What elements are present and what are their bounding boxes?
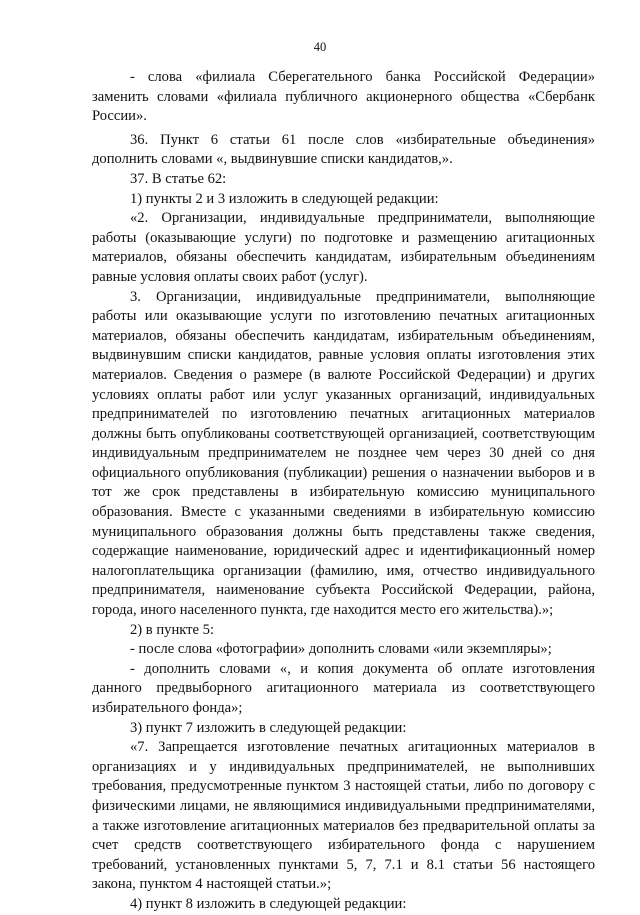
- paragraph: 1) пункты 2 и 3 изложить в следующей редакции:: [130, 190, 439, 207]
- paragraph: 3. Организации, индивидуальные предприниматели, выполняющие работы или оказывающие услуги по изготовлению печатных агитационных материалов, обязаны обеспечить кандидатам, избирательным объединениям, выдвинувшим списки кандидатов, равные условия оплаты изготовления этих материалов. Сведения о размере (в валюте Российской Федерации) и других условиях оплаты работ или услуг указанных организаций, индивидуальных предпринимателей по изготовлению печатных агитационных материалов должны быть опубликованы соответствующей организацией, соответствующим индивидуальным предпринимателем не позднее чем через 30 дней со дня официального опубликования (публикации) решения о назначении выборов и в тот же срок представлены в избирательную комиссию муниципального образования. Вместе с указанными сведениями в избирательную комиссию муниципального образования должны быть представлены также сведения, содержащие наименование, юридический адрес и идентификационный номер налогоплательщика организации (фамилию, имя, отчество индивидуального предпринимателя, наименование субъекта Российской Федерации, района, города, иного населенного пункта, где находится место его жительства).»;: [92, 288, 595, 619]
- paragraph: - слова «филиала Сберегательного банка Российской Федерации» заменить словами «филиала публичного акционерного общества «Сбербанк России».: [92, 69, 595, 125]
- paragraph: 36. Пункт 6 статьи 61 после слов «избирательные объединения» дополнить словами «, выдвинувшие списки кандидатов,».: [92, 131, 595, 168]
- document-body: [92, 68, 595, 915]
- paragraph: «2. Организации, индивидуальные предприниматели, выполняющие работы (оказывающие услуги) по подготовке и размещению агитационных материалов, обязаны обеспечить кандидатам, избирательным объединениям равные условия оплаты своих работ (услуг).: [92, 210, 595, 285]
- paragraph: «7. Запрещается изготовление печатных агитационных материалов в организациях и у индивидуальных предпринимателей, не выполнивших требования, предусмотренные пунктом 3 настоящей статьи, либо по договору с физическими лицами, не являющимися индивидуальными предпринимателями, а также изготовление агитационных материалов без предварительной оплаты за счет средств соответствующего избирательного фонда с нарушением требований, установленных пунктами 5, 7, 7.1 и 8.1 статьи 56 настоящего закона, пунктом 4 настоящей статьи.»;: [92, 739, 595, 893]
- paragraph: - после слова «фотографии» дополнить словами «или экземпляры»;: [130, 641, 552, 658]
- page-number: 40: [313, 40, 327, 54]
- paragraph: 4) пункт 8 изложить в следующей редакции:: [130, 895, 407, 912]
- paragraph: 2) в пункте 5:: [130, 621, 215, 638]
- paragraph: 3) пункт 7 изложить в следующей редакции:: [130, 719, 407, 736]
- paragraph: 37. В статье 62:: [130, 170, 227, 187]
- paragraph: - дополнить словами «, и копия документа об оплате изготовления данного предвыборного агитационного материала из соответствующего избирательного фонда»;: [92, 660, 595, 716]
